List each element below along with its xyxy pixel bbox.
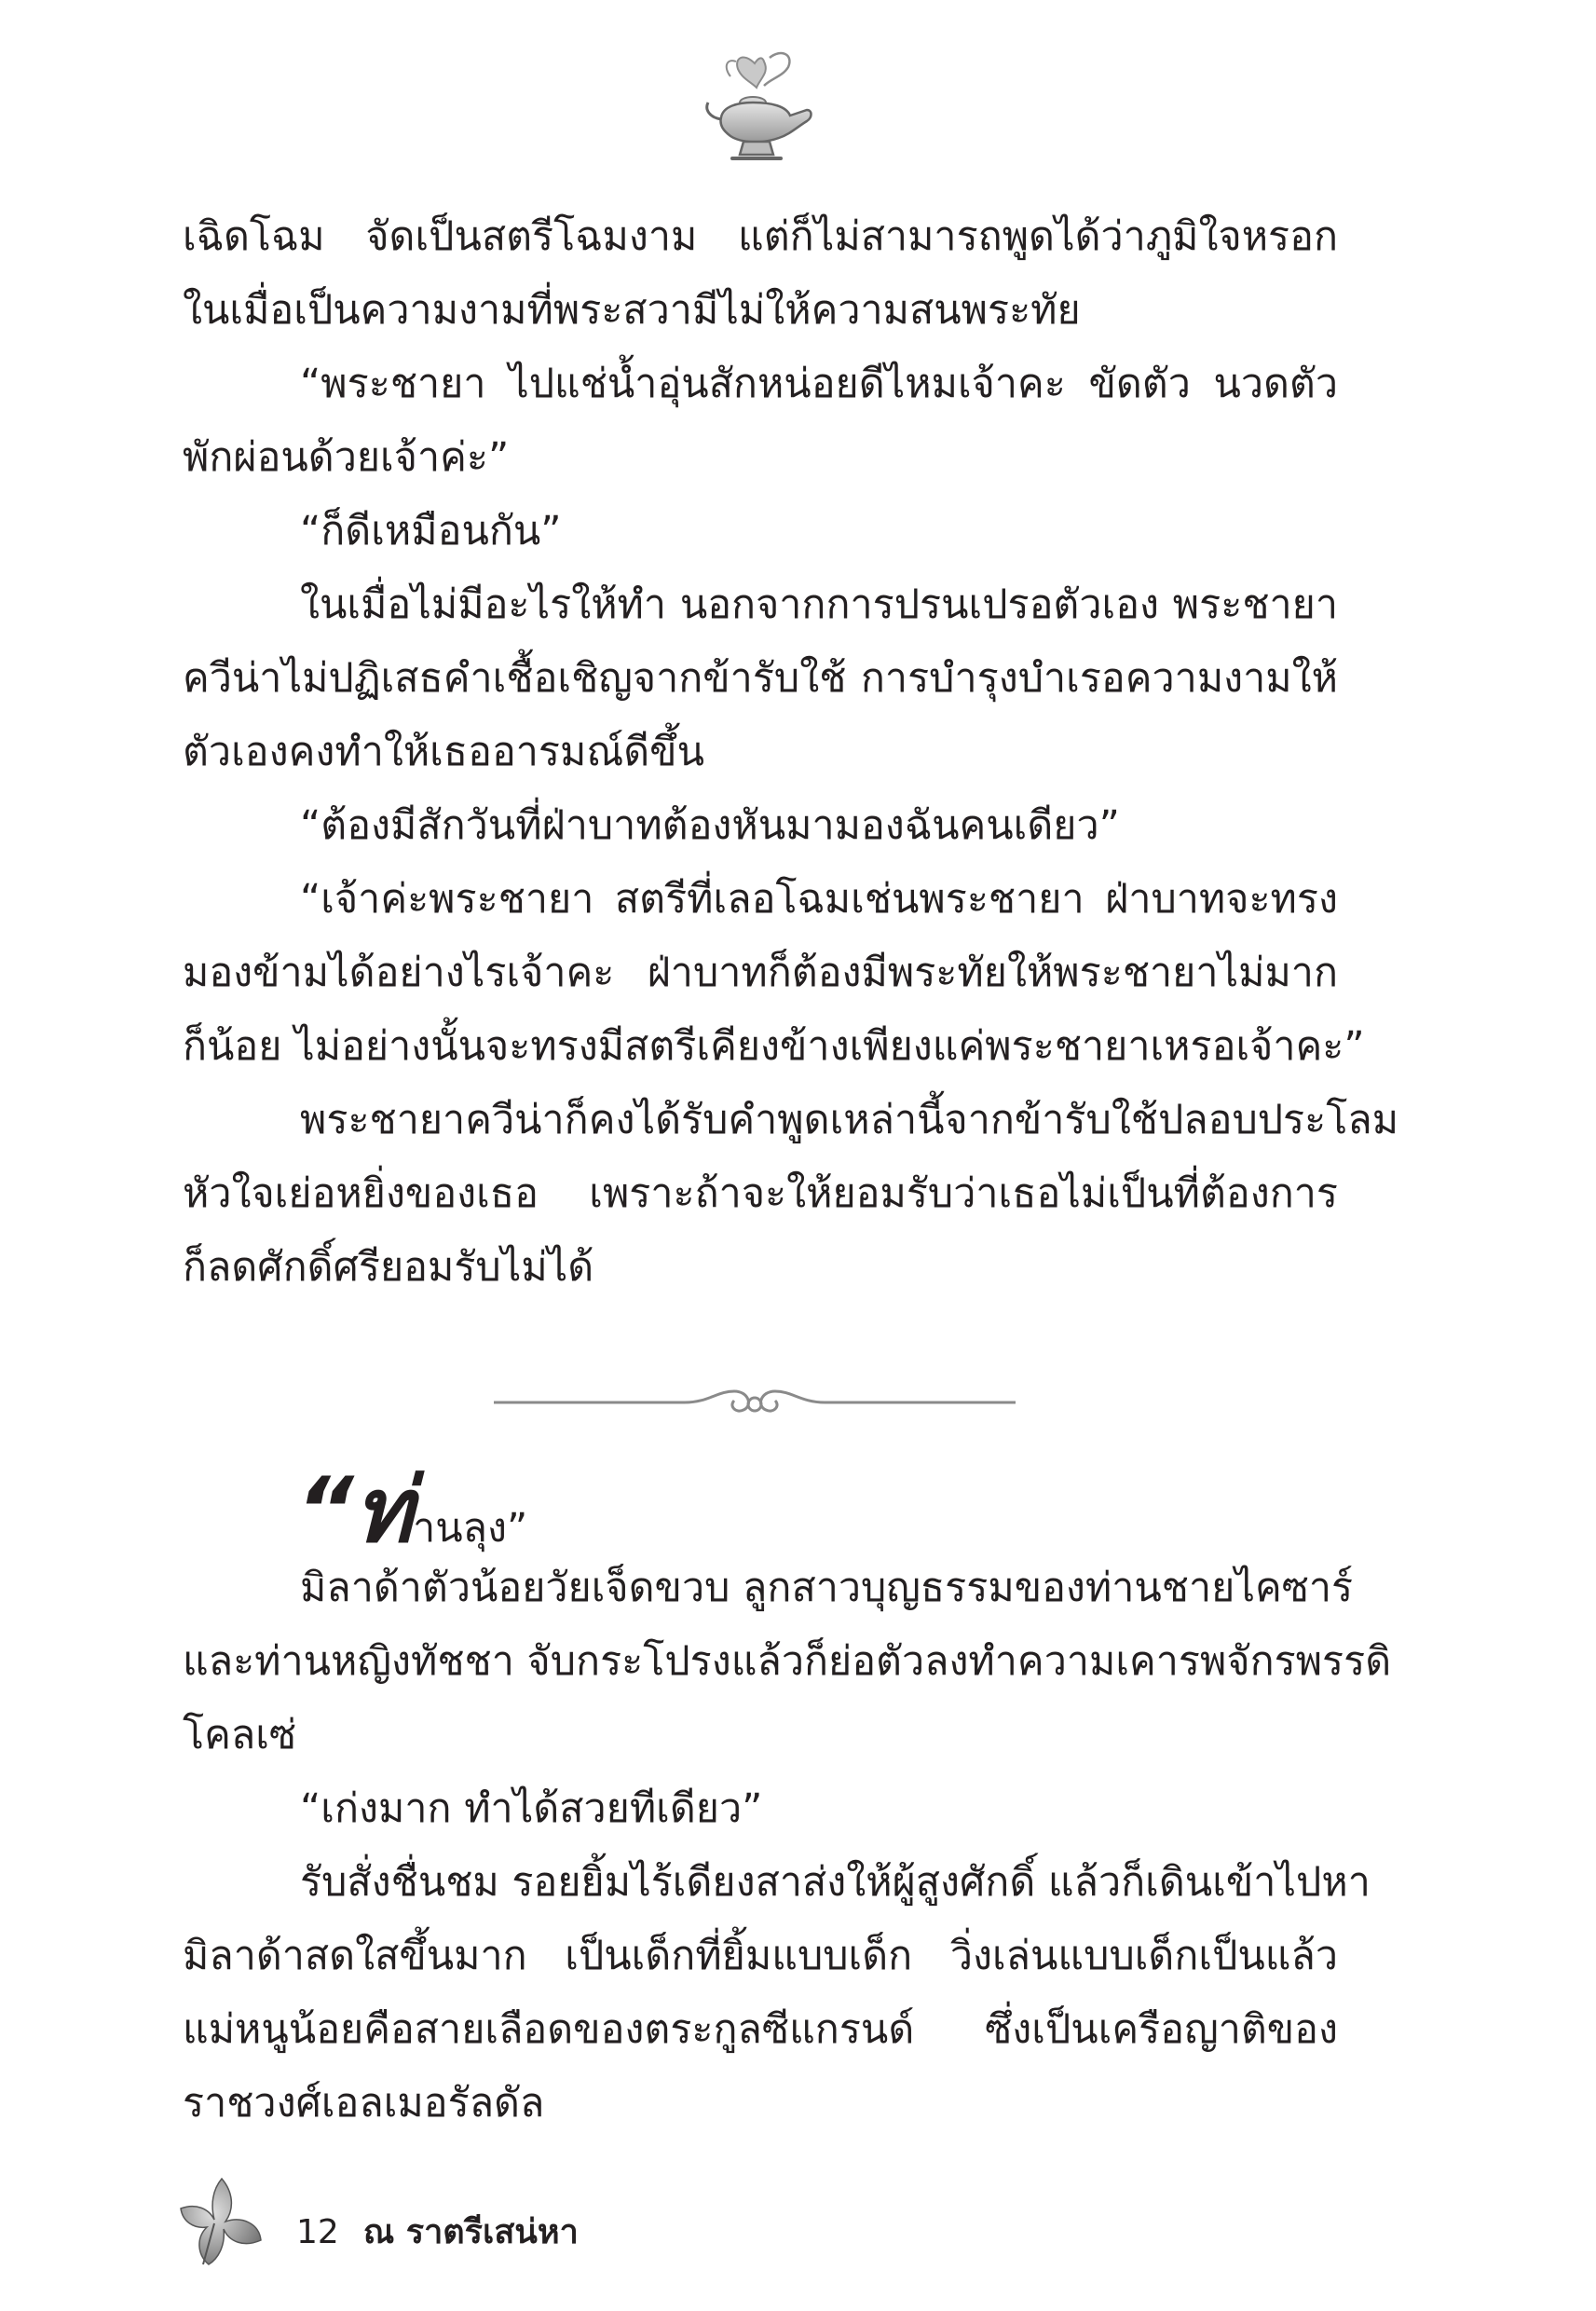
text-line: เฉิดโฉม จัดเป็นสตรีโฉมงาม แต่ก็ไม่สามารถพูดได้ว่าภูมิใจหรอก xyxy=(183,213,1338,260)
text-line: โคลเซ่ xyxy=(183,1712,297,1758)
text-line: พักผ่อนด้วยเจ้าค่ะ” xyxy=(183,434,510,481)
text-block-bottom xyxy=(183,1552,1392,2140)
text-line: มิลาด้าสดใสขึ้นมาก เป็นเด็กที่ยิ้มแบบเด็ก วิ่งเล่นแบบเด็กเป็นแล้ว xyxy=(183,1933,1338,1979)
book-title: ณ ราตรีเสน่หา xyxy=(362,2213,579,2251)
text-line: “เก่งมาก ทำได้สวยทีเดียว” xyxy=(300,1785,763,1832)
genie-lamp-icon xyxy=(689,45,820,166)
text-line: ตัวเองคงทำให้เธออารมณ์ดีขึ้น xyxy=(183,729,704,775)
text-line: ราชวงศ์เอลเมอรัลดัล xyxy=(183,2080,545,2126)
drop-cap: ท่ xyxy=(353,1458,414,1563)
text-line: “ก็ดีเหมือนกัน” xyxy=(300,508,562,554)
footer-text xyxy=(296,2205,579,2258)
text-line: ควีน่าไม่ปฏิเสธคำเชื้อเชิญจากข้ารับใช้ การบำรุงบำเรอความงามให้ xyxy=(183,655,1338,702)
text-line: รับสั่งชื่นชม รอยยิ้มไร้เดียงสาส่งให้ผู้สูงศักดิ์ แล้วก็เดินเข้าไปหา xyxy=(300,1859,1371,1906)
chapter-drop-heading xyxy=(296,1440,528,1563)
text-line: “ต้องมีสักวันที่ฝ่าบาทต้องหันมามองฉันคนเดียว” xyxy=(300,802,1120,849)
leaf-icon xyxy=(177,2171,266,2269)
text-line: “เจ้าค่ะพระชายา สตรีที่เลอโฉมเช่นพระชายา ฝ่าบาทจะทรง xyxy=(300,876,1338,923)
drop-heading-rest: านลุง” xyxy=(413,1505,528,1552)
text-line: แม่หนูน้อยคือสายเลือดของตระกูลซีแกรนด์ ซึ่งเป็นเครือญาติของ xyxy=(183,2006,1338,2053)
page-number: 12 xyxy=(296,2213,339,2251)
text-block-top xyxy=(183,200,1399,1305)
drop-open-quote: “ xyxy=(296,1458,354,1563)
text-line: ในเมื่อเป็นความงามที่พระสวามีไม่ให้ความสนพระทัย xyxy=(183,287,1081,334)
text-line: ก็ลดศักดิ์ศรียอมรับไม่ได้ xyxy=(183,1244,594,1291)
page-footer xyxy=(177,2171,736,2274)
text-line: มองข้ามได้อย่างไรเจ้าคะ ฝ่าบาทก็ต้องมีพระทัยให้พระชายาไม่มาก xyxy=(183,950,1338,996)
scroll-divider-icon xyxy=(484,1365,1025,1440)
text-line: ก็น้อย ไม่อย่างนั้นจะทรงมีสตรีเคียงข้างเพียงแค่พระชายาเหรอเจ้าคะ” xyxy=(183,1023,1365,1070)
text-line: ในเมื่อไม่มีอะไรให้ทำ นอกจากการปรนเปรอตัวเอง พระชายา xyxy=(300,581,1338,628)
text-line: พระชายาควีน่าก็คงได้รับคำพูดเหล่านี้จากข้ารับใช้ปลอบประโลม xyxy=(300,1097,1399,1143)
text-line: และท่านหญิงทัชชา จับกระโปรงแล้วก็ย่อตัวลงทำความเคารพจักรพรรดิ xyxy=(183,1638,1392,1685)
text-line: มิลาด้าตัวน้อยวัยเจ็ดขวบ ลูกสาวบุญธรรมของท่านชายไคซาร์ xyxy=(300,1565,1354,1611)
text-line: หัวใจเย่อหยิ่งของเธอ เพราะถ้าจะให้ยอมรับว่าเธอไม่เป็นที่ต้องการ xyxy=(183,1170,1338,1217)
text-line: “พระชายา ไปแช่น้ำอุ่นสักหน่อยดีไหมเจ้าคะ ขัดตัว นวดตัว xyxy=(300,361,1338,407)
